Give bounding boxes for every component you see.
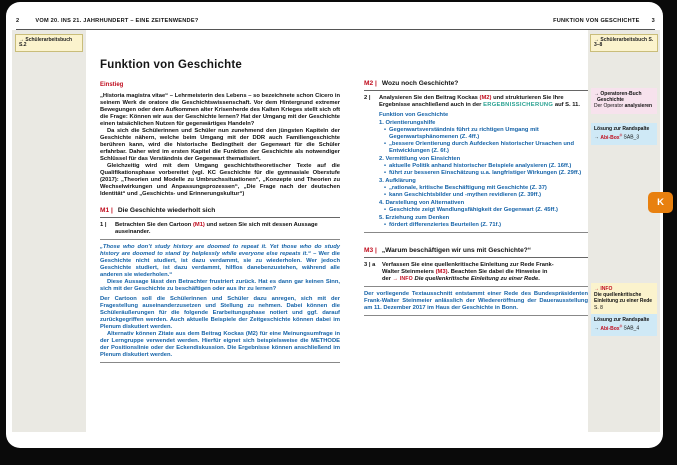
bullet-icon: •	[384, 222, 387, 228]
arrow-icon: →	[19, 36, 24, 43]
left-page-content	[100, 59, 340, 367]
book-spread	[6, 2, 663, 448]
arrow-icon: →	[594, 134, 599, 141]
operator-box-line1: Operatoren-Buch	[600, 91, 642, 97]
list-group-title: 1. Orientierungshilfe	[379, 120, 436, 126]
quote-german: – Wer die Geschichte nicht studiert, ist dazu verdammt, sie zu wiederholen. Wer jedoch Geschichte studiert, ist dazu verdammt, hilflos danebenzustehen, während alle anderen sie wiederholen.“	[100, 251, 340, 278]
material-title: Wozu noch Geschichte?	[381, 80, 459, 87]
page-title: Funktion von Geschichte	[100, 59, 242, 71]
einstieg-label: Einstieg	[100, 82, 124, 88]
operator-prefix: Der Operator	[594, 103, 625, 110]
material-heading-m2	[364, 80, 588, 87]
divider	[364, 286, 588, 287]
list-item-text: fördert differenziertes Beurteilen (Z. 71f.)	[389, 222, 502, 228]
operatoren-buch-box[interactable]	[591, 88, 657, 114]
answer-paragraph: Alternativ können Zitate aus dem Beitrag Kockas (M2) für eine Meinungsumfrage in der Lerngruppe verwendet werden. Hierfür eignet sich beispielsweise die METHODE der Positionslinie oder der Eckendiskussion. Die Ergebnisse können anschließend im Plenum diskutiert werden.	[100, 331, 340, 358]
material-tag: M3 |	[364, 247, 377, 254]
operator-name: analysieren	[624, 103, 653, 110]
bullet-icon: •	[384, 207, 387, 213]
teacher-answer-block-3	[364, 291, 588, 312]
info-ref-label: INFO	[399, 276, 413, 282]
answer-paragraph: Der vorliegende Textausschnitt entstammt einer Rede des Bundespräsidenten Frank-Walter Steinmeier anlässlich der Wiedereröffnung der Dauerausstellung am 11. Dezember 2017 im Haus der Geschichte in Bonn.	[364, 291, 588, 311]
answer-list-heading: Funktion von Geschichte	[379, 112, 449, 118]
info-box-page: S. 8	[594, 304, 603, 311]
task-text-part: .	[538, 276, 540, 282]
ref-button-label: Schülerarbeitsbuch S.2	[19, 36, 73, 48]
solution-box-link	[594, 135, 639, 141]
quote-english: „Those who don’t study history are doomed to repeat it. Yet those who do study history are doomed to stand by helplessly while everyone else repeats it.“	[100, 244, 340, 257]
ref-button-label: Schülerarbeitsbuch S. 3–8	[594, 36, 654, 48]
right-page-number: 3	[651, 18, 655, 24]
list-item-text: Geschichte zeigt Wandlungsfähigkeit der Gegenwart (Z. 45ff.)	[389, 207, 558, 213]
arrow-icon: →	[594, 91, 599, 97]
ergebnissicherung-keyword: ERGEBNISSICHERUNG	[483, 102, 554, 108]
bullet-icon: •	[384, 170, 387, 176]
arrow-icon: →	[594, 36, 599, 43]
task-text	[379, 95, 588, 109]
teacher-answer-block-1	[100, 244, 340, 359]
info-box-label: INFO	[600, 286, 613, 292]
task-text-part: Betrachten Sie den Cartoon	[115, 222, 193, 228]
left-running-title: VOM 20. INS 21. JAHRHUNDERT – EINE ZEITENWENDE?	[35, 18, 199, 24]
task-number: 2 |	[364, 95, 371, 101]
divider	[364, 232, 588, 233]
answer-paragraph: Diese Aussage lässt den Betrachter frustriert zurück. Hat es dann gar keinen Sinn, sich mit der Geschichte zu beschäftigen oder aus ihr zu lernen?	[100, 279, 340, 292]
solution-file-code: SAB_3	[623, 134, 640, 141]
task-text-part: und setzen Sie sich mit dessen Aussage auseinander.	[115, 222, 318, 235]
task-text	[382, 262, 554, 283]
solution-box-title: Lösung zur Randspalte	[594, 126, 650, 132]
list-item	[379, 127, 588, 141]
loesung-randspalte-box-2[interactable]	[591, 314, 657, 336]
divider	[364, 257, 588, 258]
task-text-part: . Beachten Sie dabei die Hinweise in der	[382, 269, 548, 282]
bullet-icon: •	[384, 141, 387, 147]
material-ref: (M2)	[479, 95, 492, 101]
abibox-logo: Abi-Box®	[600, 324, 623, 332]
task-1	[100, 222, 340, 236]
list-item	[379, 170, 588, 177]
material-title: Die Geschichte wiederholt sich	[117, 207, 216, 214]
chapter-tab-k[interactable]	[648, 192, 673, 213]
running-head	[16, 18, 655, 24]
loesung-randspalte-box-1[interactable]	[591, 123, 657, 145]
list-item	[379, 207, 588, 214]
task-text-part: auf S. 11.	[553, 102, 580, 108]
bullet-icon: •	[384, 163, 387, 169]
right-running-title: FUNKTION VON GESCHICHTE	[553, 18, 640, 24]
solution-box-link	[594, 326, 639, 332]
material-heading-m1	[100, 207, 340, 214]
intro-paragraph: „Historia magistra vitae“ – Lehrmeisterin des Lebens – so bezeichnete schon Cicero in seinem Werk de oratore die Geschichtswissenschaft. Vor dem Hintergrund extremer Bewegungen oder dem Aufkommen alter Krisenherde des Kalten Krieges stellt sich oft die Frage: Können wir aus der Geschichte lernen? Hat der Umgang mit der Geschichte einen tatsächlichen Nutzen für gegenwärtiges Handeln?	[100, 93, 340, 127]
list-item	[379, 222, 588, 229]
info-box[interactable]	[591, 283, 657, 315]
bullet-icon: •	[384, 127, 387, 133]
info-ref	[393, 276, 413, 282]
task-text	[115, 222, 340, 236]
list-item-text: „rationale, kritische Beschäftigung mit Geschichte (Z. 37)	[389, 185, 547, 191]
list-group-title: 4. Darstellung von Alternativen	[379, 200, 465, 206]
arrow-icon: →	[392, 276, 399, 282]
bullet-icon: •	[384, 192, 387, 198]
info-box-title: Die quellenkritische Einleitung zu einer Rede	[594, 292, 653, 305]
task-3a	[364, 262, 588, 283]
material-ref: (M3)	[435, 269, 448, 275]
material-ref: (M1)	[192, 222, 205, 228]
divider	[100, 362, 340, 363]
arrow-icon: →	[594, 286, 599, 292]
task-text-part: und strukturieren Sie Ihre Ergebnisse anschließend auch in der	[379, 95, 564, 108]
right-margin-overlay	[588, 30, 660, 432]
arrow-icon: →	[594, 325, 599, 332]
solution-box-title: Lösung zur Randspalte	[594, 317, 650, 323]
list-group-title: 2. Vermittlung von Einsichten	[379, 156, 461, 162]
list-item-text: „bessere Orientierung durch Aufdecken historischer Ursachen und Entwicklungen (Z. 6f.)	[389, 141, 575, 154]
task-text-part: Verfassen Sie eine quellenkritische Einleitung zur Rede Frank-Walter Steinmeiers	[382, 262, 554, 275]
list-item	[379, 163, 588, 170]
list-item-text: aktuelle Politik anhand historischer Beispiele analysieren (Z. 16ff.)	[389, 163, 572, 169]
list-item	[379, 141, 588, 155]
bullet-icon: •	[384, 185, 387, 191]
abibox-logo: Abi-Box®	[600, 133, 623, 141]
intro-paragraph: Da sich die Schülerinnen und Schüler nun zunehmend den jüngsten Kapiteln der Geschichte nähern, welche beim Umgang mit der DDR auch Familiengeschichte berühren kann, wird die historische Bedingtheit der Gegenwart für die Schüler erfahrbar. Daher wird im ersten Kapitel die Funktion der Geschichte als notwendiger Schlüssel für das Verständnis der Gegenwart thematisiert.	[100, 128, 340, 162]
info-title-italic: Die quellenkritische Einleitung zu einer Rede	[414, 276, 539, 282]
material-heading-m3	[364, 247, 588, 254]
left-margin-column	[12, 30, 86, 432]
list-item-text: kann Geschichtsbilder und -mythen revidieren (Z. 39ff.)	[389, 192, 542, 198]
task-number: 1 |	[100, 222, 107, 228]
header-rule	[16, 29, 655, 30]
task-number: 3 | a	[364, 262, 376, 268]
divider	[364, 315, 588, 316]
list-item	[379, 192, 588, 199]
chapter-tab-label: K	[657, 197, 664, 208]
task-2	[364, 95, 588, 109]
solution-file-code: SAB_4	[623, 325, 640, 332]
left-page-number: 2	[16, 18, 20, 24]
divider	[364, 90, 588, 91]
divider	[100, 217, 340, 218]
right-page-content	[364, 80, 588, 320]
operator-box-line3	[594, 103, 652, 109]
material-tag: M1 |	[100, 207, 113, 214]
teacher-answer-block-2	[364, 112, 588, 229]
answer-paragraph: Der Cartoon soll die Schülerinnen und Schüler dazu anregen, sich mit der Fragestellung auseinanderzusetzen und Stellung zu nehmen. Dabei können die Schüleräußerungen für die folgende Erarbeitungsphase notiert und ggf. darauf zurückgegriffen werden. Auch aktuelle Beispiele der Zeitgeschichte können dabei im Plenum diskutiert werden.	[100, 296, 340, 330]
material-title: „Warum beschäftigen wir uns mit Geschichte?“	[381, 247, 532, 254]
divider	[100, 239, 340, 240]
list-group-title: 3. Aufklärung	[379, 178, 416, 184]
material-tag: M2 |	[364, 80, 377, 87]
intro-paragraph: Gleichzeitig wird mit dem Umgang geschichtstheoretischer Texte auf die Qualifikationsphase vorbereitet (vgl. KC Geschichte für die gymnasiale Oberstufe (2017): „Theorien und Modelle zu Umbruchssituationen“, „Konzepte und Theorien zu Wechselwirkungen und Anpassungsprozessen“, „Die Frage nach der deutschen Identität“ und „Geschichts- und Erinnerungskultur“)	[100, 163, 340, 197]
list-group-title: 5. Erziehung zum Denken	[379, 215, 450, 221]
schuelerarbeitsbuch-link-left[interactable]	[15, 34, 83, 52]
answer-quote	[100, 244, 340, 279]
list-item	[379, 185, 588, 192]
operator-box-line2: Geschichte	[597, 97, 624, 104]
task-text-part: Analysieren Sie den Beitrag Kockas	[379, 95, 480, 101]
list-item-text: Gegenwartsverständnis führt zu richtigen Umgang mit Gegenwartsphänomenen (Z. 4ff.)	[389, 127, 539, 140]
list-item-text: führt zur besseren Einschätzung u.a. langfristiger Wirkungen (Z. 29ff.)	[389, 170, 582, 176]
